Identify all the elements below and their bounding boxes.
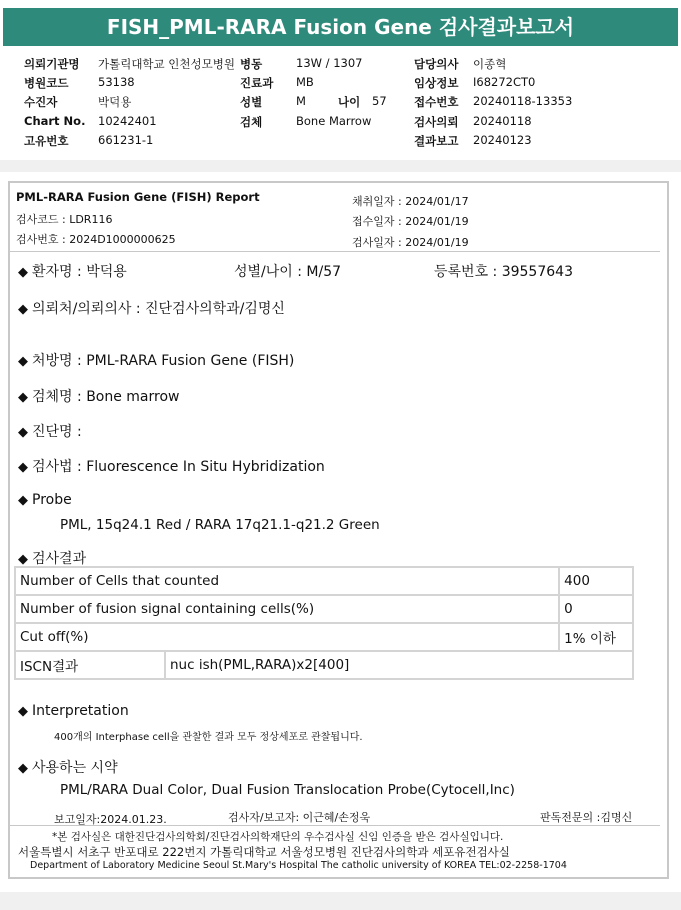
report-subtitle: PML-RARA Fusion Gene (FISH) Report (16, 190, 260, 204)
label-doctor: 담당의사 (414, 57, 459, 71)
result-value: 400 (559, 567, 633, 595)
order-name: 처방명 : PML-RARA Fusion Gene (FISH) (32, 353, 295, 369)
result-heading-row (18, 548, 86, 568)
specimen-name: 검체명 : Bone marrow (32, 389, 180, 405)
reagent-heading: 사용하는 시약 (32, 760, 118, 776)
specimen-row (18, 386, 180, 406)
value-clinical-info: I68272CT0 (473, 75, 536, 89)
value-doctor: 이종혁 (473, 57, 507, 71)
result-label: Number of Cells that counted (15, 567, 559, 595)
result-value: 1% 이하 (559, 623, 633, 651)
method-row (18, 456, 325, 476)
tested-date: 검사일자 : 2024/01/19 (352, 236, 469, 249)
collection-date: 채취일자 : 2024/01/17 (352, 195, 469, 208)
iscn-value: nuc ish(PML,RARA)x2[400] (165, 651, 633, 679)
diamond-icon: ◆ (18, 460, 28, 475)
referrer-row (18, 298, 285, 318)
value-chart-no: 10242401 (98, 114, 157, 128)
table-row (15, 623, 633, 651)
probe-text: PML, 15q24.1 Red / RARA 17q21.1-q21.2 Green (60, 517, 380, 533)
report-title: FISH_PML-RARA Fusion Gene 검사결과보고서 (3, 8, 678, 46)
test-number: 검사번호 : 2024D1000000625 (16, 233, 176, 246)
result-label: Cut off(%) (15, 623, 559, 651)
label-sex: 성별 (240, 95, 263, 109)
probe-heading-row (18, 492, 72, 508)
diamond-icon: ◆ (18, 354, 28, 369)
value-report-date: 20240123 (473, 133, 532, 147)
label-patient: 수진자 (24, 95, 58, 109)
table-row (15, 567, 633, 595)
diamond-icon: ◆ (18, 302, 28, 317)
diamond-icon: ◆ (18, 552, 28, 567)
tester: 검사자/보고자: 이근혜/손정욱 (228, 811, 371, 824)
value-request-date: 20240118 (473, 114, 532, 128)
report-date-footer: 보고일자:2024.01.23. (54, 813, 167, 826)
reagent-heading-row (18, 757, 118, 777)
patient-name-row (18, 261, 127, 281)
reagent-text: PML/RARA Dual Color, Dual Fusion Translocation Probe(Cytocell,Inc) (60, 782, 515, 798)
label-age: 나이 (338, 95, 361, 109)
table-row (15, 651, 633, 679)
registration-number: 등록번호 : 39557643 (434, 264, 573, 280)
label-requester: 의뢰기관명 (24, 57, 80, 71)
table-row (15, 595, 633, 623)
department: Department of Laboratory Medicine Seoul St.Mary's Hospital The catholic university of KOREA TEL:02-2258-1704 (30, 860, 567, 871)
sex-age: 성별/나이 : M/57 (234, 264, 342, 280)
test-code: 검사코드 : LDR116 (16, 213, 113, 226)
diamond-icon: ◆ (18, 704, 28, 719)
label-hospital-code: 병원코드 (24, 76, 69, 90)
label-specimen: 검체 (240, 115, 263, 129)
label-receipt-no: 접수번호 (414, 95, 459, 109)
interpretation-text: 400개의 Interphase cell을 관찰한 결과 모두 정상세포로 관찰됩니다. (54, 732, 363, 743)
value-requester: 가톨릭대학교 인천성모병원 (98, 57, 235, 71)
result-table (14, 566, 634, 680)
specialist: 판독전문의 :김명신 (540, 811, 633, 824)
section-gap (0, 160, 681, 172)
diamond-icon: ◆ (18, 265, 28, 280)
probe-heading: Probe (32, 492, 72, 508)
label-report-date: 결과보고 (414, 134, 459, 148)
referrer: 의뢰처/의뢰의사 : 진단검사의학과/김명신 (32, 301, 285, 317)
diamond-icon: ◆ (18, 493, 28, 508)
received-date: 접수일자 : 2024/01/19 (352, 215, 469, 228)
label-request-date: 검사의뢰 (414, 115, 459, 129)
header (0, 0, 681, 48)
diagnosis: 진단명 : (32, 424, 82, 440)
address: 서울특별시 서초구 반포대로 222번지 가톨릭대학교 서울성모병원 진단검사의학과 세포유전검사실 (18, 845, 510, 859)
value-receipt-no: 20240118-13353 (473, 94, 573, 108)
label-clinical-info: 임상정보 (414, 76, 459, 90)
value-age: 57 (372, 94, 387, 108)
value-sex: M (296, 94, 306, 108)
patient-info (0, 52, 681, 152)
value-patient: 박덕용 (98, 95, 132, 109)
label-department: 진료과 (240, 76, 274, 90)
diagnosis-row (18, 421, 82, 441)
bottom-gap (0, 892, 681, 910)
value-unique-no: 661231-1 (98, 133, 154, 147)
iscn-label: ISCN결과 (15, 651, 165, 679)
divider (10, 825, 660, 826)
value-specimen: Bone Marrow (296, 114, 372, 128)
diamond-icon: ◆ (18, 425, 28, 440)
value-hospital-code: 53138 (98, 75, 135, 89)
value-ward: 13W / 1307 (296, 56, 363, 70)
method: 검사법 : Fluorescence In Situ Hybridization (32, 459, 325, 475)
label-chart-no: Chart No. (24, 114, 86, 128)
certification-note: *본 검사실은 대한진단검사의학회/진단검사의학재단의 우수검사실 신임 인증을 받은 검사실입니다. (52, 831, 504, 843)
label-ward: 병동 (240, 57, 263, 71)
order-row (18, 350, 294, 370)
divider (10, 251, 660, 252)
label-unique-no: 고유번호 (24, 134, 69, 148)
diamond-icon: ◆ (18, 390, 28, 405)
value-department: MB (296, 75, 314, 89)
diamond-icon: ◆ (18, 761, 28, 776)
interpretation-heading: Interpretation (32, 703, 129, 719)
patient-name: 환자명 : 박덕용 (32, 264, 127, 280)
result-label: Number of fusion signal containing cells(%) (15, 595, 559, 623)
interp-heading-row (18, 703, 129, 719)
result-value: 0 (559, 595, 633, 623)
result-heading: 검사결과 (32, 551, 87, 567)
